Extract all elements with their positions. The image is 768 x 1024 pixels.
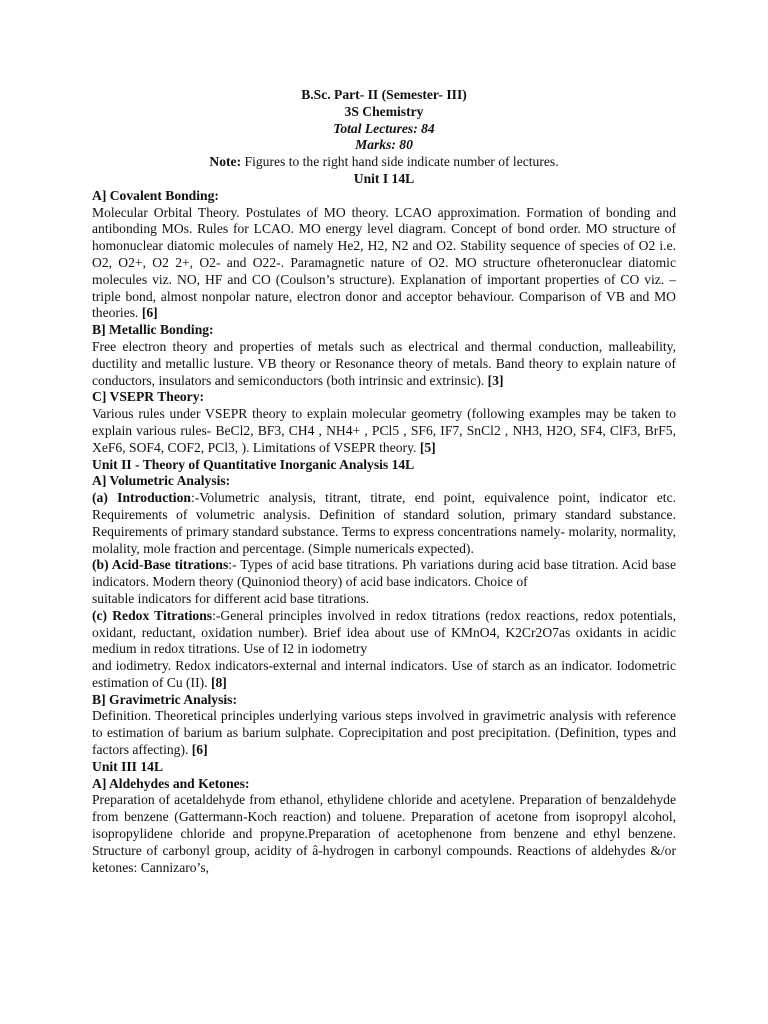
section-aldehydes-heading: A] Aldehydes and Ketones: <box>92 775 250 791</box>
section-vsepr-text <box>92 406 676 456</box>
volumetric-lectures: [8] <box>210 674 227 690</box>
unit-2-title: Unit II - Theory of Quantitative Inorganic Analysis 14L <box>92 456 415 472</box>
section-metallic-bonding-heading: B] Metallic Bonding: <box>92 322 214 338</box>
total-marks: Marks: 80 <box>355 137 413 153</box>
acid-base-label: (b) Acid-Base titrations <box>92 557 229 573</box>
section-gravimetric-heading: B] Gravimetric Analysis: <box>92 691 237 707</box>
redox-label: (c) Redox Titrations <box>92 607 213 623</box>
course-title: B.Sc. Part- II (Semester- III) <box>301 87 467 102</box>
section-covalent-bonding-heading: A] Covalent Bonding: <box>92 187 219 203</box>
note-label: Note: <box>209 154 242 170</box>
gravimetric-body: Definition. Theoretical principles underlying various steps involved in gravimetric analysis with reference to estimation of barium as barium sulphate. Coprecipitation and post precipitation. (Definition, types and factors affecting). <box>92 708 676 758</box>
vsepr-body: Various rules under VSEPR theory to explain molecular geometry (following examples may be taken to explain various rules- BeCl2, BF3, CH4 , NH4+ , PCl5 , SF6, IF7, SnCl2 , NH3, H2O, SF4, ClF3, BrF5, XeF6, SOF4, COF2, PCl3, ). Limitations of VSEPR theory. <box>92 406 676 455</box>
section-covalent-bonding-text <box>92 205 676 323</box>
redox-titrations <box>92 608 676 658</box>
covalent-bonding-lectures: [6] <box>141 305 158 321</box>
total-lectures: Total Lectures: 84 <box>333 120 435 136</box>
volumetric-intro-body: :-Volumetric analysis, titrant, titrate, end point, equivalence point, indicator etc. Requirements of volumetric analysis. Definition of standard solution, primary standard substance. Requirements of primary standard substance. Terms to express concentrations namely- molarity, normality, molality, mole fraction and percentage. (Simple numericals expected). <box>92 490 677 556</box>
subject-title: 3S Chemistry <box>344 103 424 119</box>
redox-continuation-body: and iodimetry. Redox indicators-external and internal indicators. Use of starch as an indicator. Iodometric estimation of Cu (II). <box>92 658 676 690</box>
section-volumetric-heading: A] Volumetric Analysis: <box>92 473 231 489</box>
section-gravimetric-text <box>92 708 676 758</box>
metallic-bonding-lectures: [3] <box>487 372 504 388</box>
gravimetric-lectures: [6] <box>191 742 208 758</box>
unit-1-title: Unit I 14L <box>353 170 415 186</box>
acid-base-titrations <box>92 557 676 591</box>
unit-3-title: Unit III 14L <box>92 758 164 774</box>
section-metallic-bonding-text <box>92 339 676 389</box>
volumetric-intro-label: (a) Introduction <box>92 490 191 506</box>
covalent-bonding-body: Molecular Orbital Theory. Postulates of MO theory. LCAO approximation. Formation of bonding and antibonding MOs. Rules for LCAO. MO energy level diagram. Concept of bond order. MO structure of homonuclear diatomic molecules of namely He2, H2, N2 and O2. Stability sequence of species of O2 i.e. O2, O2+, O2 2+, O2- and O22-. Paramagnetic nature of O2. MO structure ofheteronuclear diatomic molecules viz. NO, HF and CO (Coulson’s structure). Explanation of important properties of CO viz. – triple bond, almost nonpolar nature, electron donor and acceptor behaviour. Comparison of VB and MO theories. <box>92 204 676 321</box>
acid-base-body: :- Types of acid base titrations. Ph variations during acid base titration. Acid base indicators. Modern theory (Quinoniod theory) of acid base indicators. Choice of <box>92 557 676 590</box>
volumetric-intro <box>92 490 676 557</box>
note-line <box>92 154 676 171</box>
acid-base-continuation: suitable indicators for different acid base titrations. <box>92 590 370 606</box>
section-vsepr-heading: C] VSEPR Theory: <box>92 389 205 405</box>
vsepr-lectures: [5] <box>419 439 436 455</box>
syllabus-page <box>92 87 676 876</box>
redox-body: :-General principles involved in redox titrations (redox reactions, redox potentials, oxidant, reductant, oxidation number). Brief idea about use of KMnO4, K2Cr2O7as oxidants in acidic medium in redox titrations. Use of I2 in iodometry <box>92 607 676 657</box>
redox-continuation <box>92 658 676 692</box>
note-text: Figures to the right hand side indicate number of lectures. <box>241 154 559 170</box>
section-aldehydes-text: Preparation of acetaldehyde from ethanol, ethylidene chloride and acetylene. Preparation of benzaldehyde from benzene (Gattermann-Koch reaction) and toluene. Preparation of acetone from isopropyl alcohol, isopropylidene chloride and propyne.Preparation of acetophenone from benzene and ethyl benzene. Structure of carbonyl group, acidity of â-hydrogen in carbonyl compounds. Reactions of aldehydes &/or ketones: Cannizaro’s, <box>92 792 676 875</box>
metallic-bonding-body: Free electron theory and properties of metals such as electrical and thermal conduction, malleability, ductility and metallic lusture. VB theory or Resonance theory of metals. Band theory to explain nature of conductors, insulators and semiconductors (both intrinsic and extrinsic). <box>92 338 676 388</box>
